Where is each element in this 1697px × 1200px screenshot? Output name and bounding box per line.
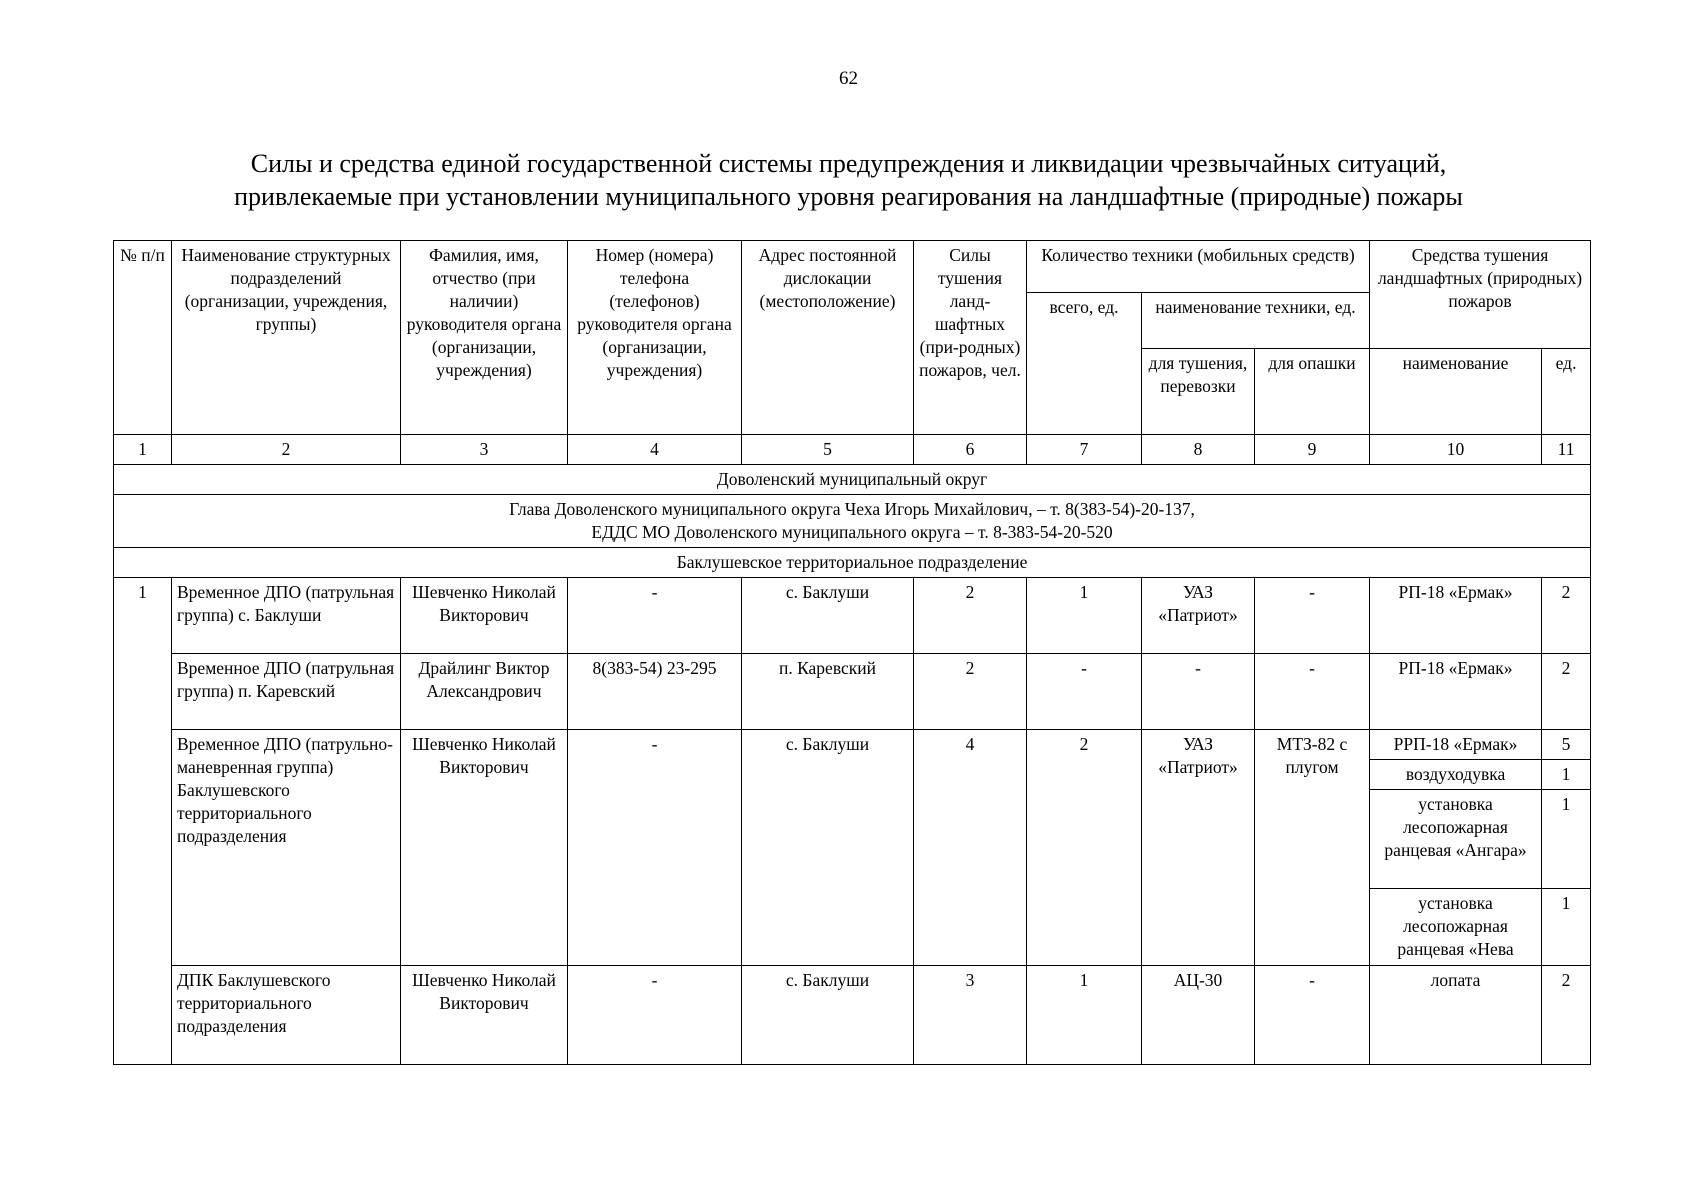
subdivision-name: Баклушевское территориальное подразделение [114,548,1591,578]
header-col-number: № п/п [114,241,172,435]
column-number: 9 [1255,435,1370,465]
head-info-line-1: Глава Доволенского муниципального округа Чеха Игорь Михайлович, – т. 8(383-54)-20-137, [509,499,1195,519]
unit-address: п. Каревский [742,654,914,730]
unit-head: Драйлинг Виктор Александрович [401,654,568,730]
column-number: 8 [1142,435,1255,465]
unit-tech-extinguish: УАЗ «Патриот» [1142,578,1255,654]
unit-address: с. Баклуши [742,578,914,654]
column-number: 1 [114,435,172,465]
unit-head: Шевченко Николай Викторович [401,730,568,966]
unit-tech-plow: - [1255,966,1370,1065]
column-number: 2 [172,435,401,465]
unit-name: Временное ДПО (патрульная группа) п. Каревский [172,654,401,730]
means-name: воздуходувка [1370,760,1542,790]
means-qty: 1 [1542,760,1591,790]
means-name: РРП-18 «Ермак» [1370,730,1542,760]
column-numbers-row [114,435,1591,465]
unit-tech-total: 2 [1027,730,1142,966]
unit-head: Шевченко Николай Викторович [401,966,568,1065]
document-title [0,147,1697,213]
header-means-name: наименование [1370,349,1542,435]
header-means-group: Средства тушения ландшафтных (природных) пожаров [1370,241,1591,349]
column-number: 7 [1027,435,1142,465]
header-col-forces: Силы тушения ланд-шафтных (при-родных) пожаров, чел. [914,241,1027,435]
unit-phone: - [568,730,742,966]
head-info [114,495,1591,548]
header-tech-plow: для опашки [1255,349,1370,435]
unit-tech-extinguish: АЦ-30 [1142,966,1255,1065]
unit-tech-plow: - [1255,578,1370,654]
group-number: 1 [114,578,172,1065]
column-number: 6 [914,435,1027,465]
unit-forces: 4 [914,730,1027,966]
unit-address: с. Баклуши [742,966,914,1065]
unit-tech-plow: - [1255,654,1370,730]
means-name: установка лесопожарная ранцевая «Нева [1370,889,1542,966]
header-tech-extinguish: для тушения, перевозки [1142,349,1255,435]
unit-phone: 8(383-54) 23-295 [568,654,742,730]
head-info-line-2: ЕДДС МО Доволенского муниципального округа – т. 8-383-54-20-520 [591,522,1113,542]
unit-tech-total: - [1027,654,1142,730]
means-qty: 1 [1542,790,1591,889]
table-row [114,654,1591,730]
header-col-phone: Номер (номера) телефона (телефонов) руководителя органа (организации, учреждения) [568,241,742,435]
unit-tech-total: 1 [1027,966,1142,1065]
column-number: 5 [742,435,914,465]
means-name: установка лесопожарная ранцевая «Ангара» [1370,790,1542,889]
unit-forces: 2 [914,654,1027,730]
header-col-name: Наименование структурных подразделений (организации, учреждения, группы) [172,241,401,435]
unit-name: Временное ДПО (патрульно-маневренная группа) Баклушевского территориального подразделения [172,730,401,966]
unit-tech-plow: МТЗ-82 с плугом [1255,730,1370,966]
means-qty: 5 [1542,730,1591,760]
means-name: лопата [1370,966,1542,1065]
title-line-1: Силы и средства единой государственной системы предупреждения и ликвидации чрезвычайных ситуаций, [250,149,1447,178]
unit-forces: 2 [914,578,1027,654]
header-row-1 [114,241,1591,293]
unit-forces: 3 [914,966,1027,1065]
means-qty: 2 [1542,578,1591,654]
means-name: РП-18 «Ермак» [1370,578,1542,654]
unit-name: ДПК Баклушевского территориального подразделения [172,966,401,1065]
table-row [114,966,1591,1065]
forces-table [113,240,1591,1065]
title-line-2: привлекаемые при установлении муниципального уровня реагирования на ландшафтные (природные) пожары [234,182,1463,211]
unit-tech-extinguish: УАЗ «Патриот» [1142,730,1255,966]
subdivision-row [114,548,1591,578]
header-tech-names: наименование техники, ед. [1142,293,1370,349]
unit-tech-total: 1 [1027,578,1142,654]
header-tech-total: всего, ед. [1027,293,1142,435]
unit-tech-extinguish: - [1142,654,1255,730]
header-col-head: Фамилия, имя, отчество (при наличии) руководителя органа (организации, учреждения) [401,241,568,435]
column-number: 3 [401,435,568,465]
column-number: 10 [1370,435,1542,465]
page-number: 62 [839,68,858,89]
column-number: 11 [1542,435,1591,465]
means-qty: 2 [1542,654,1591,730]
district-row [114,465,1591,495]
head-info-row [114,495,1591,548]
district-name: Доволенский муниципальный округ [114,465,1591,495]
unit-phone: - [568,578,742,654]
table-row [114,578,1591,654]
header-tech-group: Количество техники (мобильных средств) [1027,241,1370,293]
table-row [114,730,1591,760]
column-number: 4 [568,435,742,465]
header-col-address: Адрес постоянной дислокации (местоположение) [742,241,914,435]
means-qty: 2 [1542,966,1591,1065]
header-means-unit: ед. [1542,349,1591,435]
unit-name: Временное ДПО (патрульная группа) с. Баклуши [172,578,401,654]
means-name: РП-18 «Ермак» [1370,654,1542,730]
unit-address: с. Баклуши [742,730,914,966]
unit-phone: - [568,966,742,1065]
unit-head: Шевченко Николай Викторович [401,578,568,654]
means-qty: 1 [1542,889,1591,966]
